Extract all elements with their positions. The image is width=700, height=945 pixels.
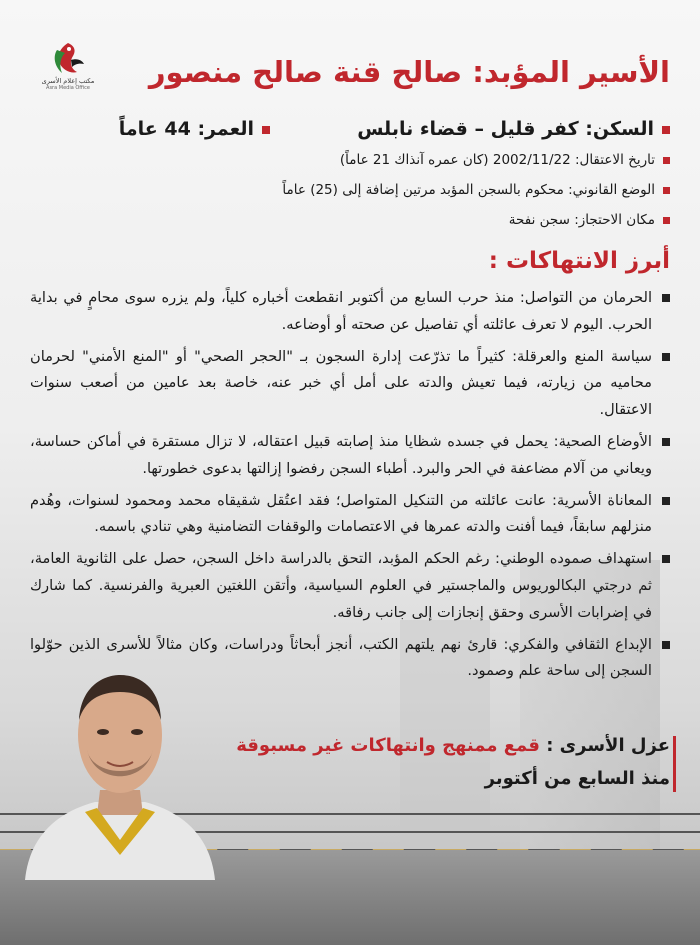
isolation-highlight: قمع ممنهج وانتهاكات غير مسبوقة [236, 735, 540, 756]
isolation-heading [236, 735, 670, 756]
black-bullet-icon [662, 497, 670, 505]
violation-item [30, 546, 670, 626]
violation-text: سياسة المنع والعرقلة: كثيراً ما تذرّعت إدارة السجون بـ "الحجر الصحي" أو "المنع الأمني" لحرمان محاميه من زيارته، فيما تعيش والدته على أمل أي خبر عنه، خاصة بعد عامين من أصعب سنوات الاعتقال. [30, 347, 652, 419]
violation-item [30, 285, 670, 339]
isolation-prefix: عزل الأسرى : [539, 735, 670, 756]
violation-text: الحرمان من التواصل: منذ حرب السابع من أكتوبر انقطعت أخباره كلياً، ولم يزره سوى محامٍ في بداية الحرب. اليوم لا تعرف عائلته أي تفاصيل عن صحته أو أوضاعه. [30, 289, 652, 333]
red-bullet-icon [663, 217, 670, 224]
violation-text: الأوضاع الصحية: يحمل في جسده شظايا منذ إصابته قبيل اعتقاله، لا تزال مستقرة في أماكن حساسة، ويعاني من آلام مضاعفة في الحر والبرد. أطباء السجن رفضوا إزالتها بدعوى خطورتها. [30, 432, 652, 477]
info-arrest-date [340, 152, 670, 168]
violation-text: المعاناة الأسرية: عانت عائلته من التنكيل المتواصل؛ فقد اعتُقل شقيقاه محمد ومحمود لسنوات، وهُدم منزلهم سابقاً، فيما أفنت والدته عمرها في الاعتصامات والوقفات التضامنية وهي تنادي باسمه. [30, 491, 652, 536]
black-bullet-icon [662, 353, 670, 361]
info-legal-status [282, 182, 670, 198]
violations-heading: أبرز الانتهاكات : [488, 248, 670, 274]
violation-item [30, 488, 670, 542]
violation-item [30, 429, 670, 483]
residence-text: السكن: كفر قليل – قضاء نابلس [357, 118, 654, 140]
violation-item [30, 344, 670, 424]
black-bullet-icon [662, 438, 670, 446]
red-bullet-icon [662, 126, 670, 134]
red-bullet-icon [262, 126, 270, 134]
dove-emblem-icon [51, 40, 85, 78]
red-bullet-icon [663, 157, 670, 164]
info-text: تاريخ الاعتقال: 2002/11/22 (كان عمره آنذاك 21 عاماً) [339, 152, 655, 168]
logo-caption-ar: مكتب إعلام الأسرى [41, 77, 95, 85]
black-bullet-icon [662, 555, 670, 563]
accent-bar [673, 736, 676, 792]
black-bullet-icon [662, 641, 670, 649]
office-logo [38, 40, 98, 102]
residence-line [357, 118, 670, 140]
age-text: العمر: 44 عاماً [118, 118, 254, 140]
info-detention-place [509, 212, 670, 228]
violation-text: استهداف صموده الوطني: رغم الحكم المؤبد، التحق بالدراسة داخل السجن، حصل على الثانوية العامة، ثم درجتي البكالوريوس والماجستير في العلوم السياسية، وأتقن اللغتين العبرية والفرنسية. كما شارك في إضرابات الأسرى وحقق إنجازات إلى جانب رفاقه. [30, 550, 652, 621]
page-title: الأسير المؤبد: صالح قنة صالح منصور [148, 55, 670, 89]
prisoner-portrait [15, 640, 225, 880]
age-line [119, 118, 270, 140]
violation-text: الإبداع الثقافي والفكري: قارئ نهم يلتهم الكتب، أنجز أبحاثاً ودراسات، وكان مثالاً للأسرى الذين حوّلوا السجن إلى ساحة علم وصمود. [30, 635, 652, 680]
violations-list [30, 285, 670, 690]
info-text: مكان الاحتجاز: سجن نفحة [508, 212, 655, 228]
red-bullet-icon [663, 187, 670, 194]
logo-caption-en: Asra Media Office [46, 85, 90, 91]
isolation-subtitle: منذ السابع من أكتوبر [484, 768, 670, 789]
info-text: الوضع القانوني: محكوم بالسجن المؤبد مرتين إضافة إلى (25) عاماً [282, 182, 655, 198]
black-bullet-icon [662, 294, 670, 302]
